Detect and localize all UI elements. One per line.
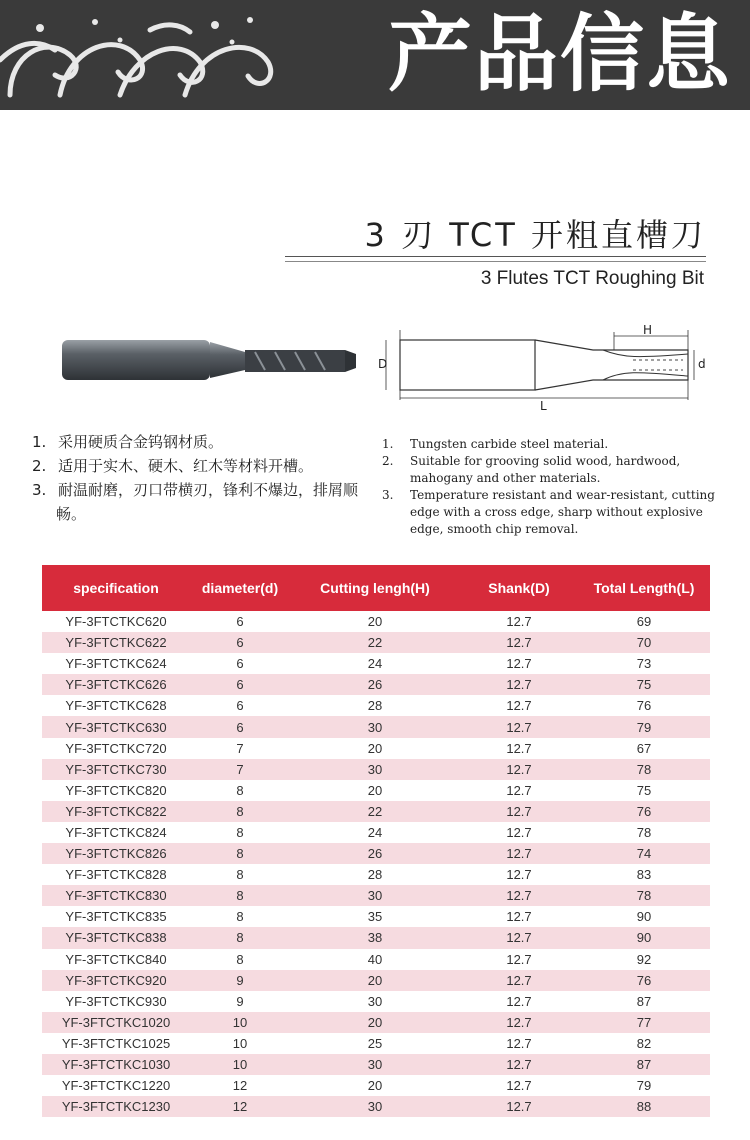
table-row — [42, 1033, 710, 1054]
feature-text: Suitable for grooving solid wood, hardwood, mahogany and other materials. — [410, 454, 681, 485]
cell-specification: YF-3FTCTKC630 — [42, 716, 190, 737]
feature-en-item — [382, 436, 716, 453]
cell-specification: YF-3FTCTKC824 — [42, 822, 190, 843]
cell-cutting-length: 26 — [290, 843, 460, 864]
cell-specification: YF-3FTCTKC628 — [42, 695, 190, 716]
cell-specification: YF-3FTCTKC822 — [42, 801, 190, 822]
cell-total-length: 83 — [578, 864, 710, 885]
table-row — [42, 801, 710, 822]
cell-cutting-length: 30 — [290, 991, 460, 1012]
banner-title: 产品信息 — [387, 5, 732, 103]
dim-label-L: L — [540, 399, 547, 412]
col-header-cutting-length: Cutting lengh(H) — [290, 565, 460, 611]
table-row — [42, 759, 710, 780]
feature-number: 3. — [32, 481, 47, 499]
cell-total-length: 76 — [578, 970, 710, 991]
cell-total-length: 87 — [578, 991, 710, 1012]
cell-specification: YF-3FTCTKC838 — [42, 927, 190, 948]
cell-total-length: 78 — [578, 822, 710, 843]
cell-diameter: 8 — [190, 906, 290, 927]
cell-cutting-length: 30 — [290, 716, 460, 737]
cell-specification: YF-3FTCTKC620 — [42, 611, 190, 632]
cell-shank: 12.7 — [460, 1054, 578, 1075]
cell-cutting-length: 28 — [290, 695, 460, 716]
cell-total-length: 82 — [578, 1033, 710, 1054]
cell-specification: YF-3FTCTKC626 — [42, 674, 190, 695]
table-row — [42, 949, 710, 970]
cell-cutting-length: 40 — [290, 949, 460, 970]
table-row — [42, 885, 710, 906]
cell-specification: YF-3FTCTKC1020 — [42, 1012, 190, 1033]
table-row — [42, 716, 710, 737]
feature-number: 2. — [382, 454, 394, 468]
cell-diameter: 6 — [190, 674, 290, 695]
features-en-list — [382, 436, 716, 538]
cell-specification: YF-3FTCTKC624 — [42, 653, 190, 674]
cell-specification: YF-3FTCTKC1230 — [42, 1096, 190, 1117]
cell-total-length: 92 — [578, 949, 710, 970]
cell-cutting-length: 25 — [290, 1033, 460, 1054]
cell-total-length: 69 — [578, 611, 710, 632]
cell-diameter: 6 — [190, 716, 290, 737]
cell-shank: 12.7 — [460, 1096, 578, 1117]
cell-shank: 12.7 — [460, 653, 578, 674]
cell-total-length: 74 — [578, 843, 710, 864]
cell-shank: 12.7 — [460, 864, 578, 885]
cell-total-length: 75 — [578, 780, 710, 801]
cell-total-length: 79 — [578, 716, 710, 737]
cell-total-length: 73 — [578, 653, 710, 674]
col-header-specification: specification — [42, 565, 190, 611]
table-row — [42, 864, 710, 885]
specification-table — [42, 565, 710, 1117]
cell-specification: YF-3FTCTKC920 — [42, 970, 190, 991]
table-header-row — [42, 565, 710, 611]
cell-shank: 12.7 — [460, 674, 578, 695]
cell-specification: YF-3FTCTKC826 — [42, 843, 190, 864]
table-row — [42, 611, 710, 632]
table-row — [42, 632, 710, 653]
table-row — [42, 695, 710, 716]
cell-diameter: 8 — [190, 801, 290, 822]
feature-number: 3. — [382, 488, 394, 502]
cell-shank: 12.7 — [460, 1012, 578, 1033]
cell-diameter: 9 — [190, 991, 290, 1012]
cell-diameter: 6 — [190, 611, 290, 632]
cell-diameter: 8 — [190, 949, 290, 970]
cell-cutting-length: 38 — [290, 927, 460, 948]
features-cn-list — [32, 430, 374, 526]
cell-total-length: 90 — [578, 927, 710, 948]
cell-diameter: 7 — [190, 738, 290, 759]
cell-specification: YF-3FTCTKC830 — [42, 885, 190, 906]
cell-total-length: 78 — [578, 759, 710, 780]
cell-diameter: 6 — [190, 653, 290, 674]
cell-shank: 12.7 — [460, 991, 578, 1012]
table-row — [42, 970, 710, 991]
cell-diameter: 7 — [190, 759, 290, 780]
cell-cutting-length: 28 — [290, 864, 460, 885]
cell-cutting-length: 26 — [290, 674, 460, 695]
cell-total-length: 78 — [578, 885, 710, 906]
col-header-shank: Shank(D) — [460, 565, 578, 611]
cell-diameter: 8 — [190, 780, 290, 801]
dim-label-D: D — [378, 357, 388, 371]
title-divider-thin — [285, 261, 706, 262]
cell-cutting-length: 20 — [290, 738, 460, 759]
cell-specification: YF-3FTCTKC1025 — [42, 1033, 190, 1054]
cell-shank: 12.7 — [460, 632, 578, 653]
cell-total-length: 76 — [578, 801, 710, 822]
cell-shank: 12.7 — [460, 801, 578, 822]
feature-en-item — [382, 487, 716, 538]
table-row — [42, 843, 710, 864]
cell-specification: YF-3FTCTKC720 — [42, 738, 190, 759]
cell-diameter: 8 — [190, 864, 290, 885]
cell-specification: YF-3FTCTKC820 — [42, 780, 190, 801]
dim-label-d: d — [698, 357, 706, 371]
cell-shank: 12.7 — [460, 695, 578, 716]
cell-cutting-length: 20 — [290, 1075, 460, 1096]
cell-diameter: 8 — [190, 885, 290, 906]
table-row — [42, 738, 710, 759]
technical-drawing — [378, 322, 708, 412]
feature-en-item — [382, 453, 716, 487]
cell-shank: 12.7 — [460, 759, 578, 780]
table-row — [42, 1054, 710, 1075]
cell-specification: YF-3FTCTKC730 — [42, 759, 190, 780]
cell-cutting-length: 22 — [290, 632, 460, 653]
title-divider — [285, 256, 706, 257]
cell-diameter: 12 — [190, 1096, 290, 1117]
col-header-diameter: diameter(d) — [190, 565, 290, 611]
cell-total-length: 87 — [578, 1054, 710, 1075]
cell-cutting-length: 30 — [290, 1054, 460, 1075]
cell-shank: 12.7 — [460, 611, 578, 632]
cell-total-length: 79 — [578, 1075, 710, 1096]
cell-specification: YF-3FTCTKC1220 — [42, 1075, 190, 1096]
cell-cutting-length: 20 — [290, 780, 460, 801]
cell-total-length: 88 — [578, 1096, 710, 1117]
cell-shank: 12.7 — [460, 885, 578, 906]
cell-diameter: 6 — [190, 695, 290, 716]
cell-specification: YF-3FTCTKC1030 — [42, 1054, 190, 1075]
cell-cutting-length: 20 — [290, 970, 460, 991]
cell-shank: 12.7 — [460, 843, 578, 864]
cell-specification: YF-3FTCTKC930 — [42, 991, 190, 1012]
cell-specification: YF-3FTCTKC622 — [42, 632, 190, 653]
cell-shank: 12.7 — [460, 927, 578, 948]
cell-diameter: 6 — [190, 632, 290, 653]
table-body — [42, 611, 710, 1117]
table-row — [42, 1075, 710, 1096]
table-row — [42, 780, 710, 801]
table-row — [42, 822, 710, 843]
feature-cn-item — [32, 430, 374, 454]
feature-text: 耐温耐磨，刃口带横刃，锋利不爆边，排屑顺畅。 — [56, 481, 359, 523]
cell-shank: 12.7 — [460, 1075, 578, 1096]
col-header-total-length: Total Length(L) — [578, 565, 710, 611]
cell-diameter: 9 — [190, 970, 290, 991]
header-banner — [0, 0, 750, 110]
cell-cutting-length: 20 — [290, 1012, 460, 1033]
cell-shank: 12.7 — [460, 1033, 578, 1054]
cell-specification: YF-3FTCTKC840 — [42, 949, 190, 970]
cell-diameter: 10 — [190, 1054, 290, 1075]
cell-shank: 12.7 — [460, 822, 578, 843]
cell-diameter: 8 — [190, 822, 290, 843]
cell-cutting-length: 24 — [290, 653, 460, 674]
table-row — [42, 674, 710, 695]
feature-cn-item — [32, 454, 374, 478]
cell-cutting-length: 22 — [290, 801, 460, 822]
cell-total-length: 90 — [578, 906, 710, 927]
cell-shank: 12.7 — [460, 780, 578, 801]
table-row — [42, 906, 710, 927]
cell-cutting-length: 24 — [290, 822, 460, 843]
table-row — [42, 1012, 710, 1033]
cell-diameter: 10 — [190, 1033, 290, 1054]
product-title-en: 3 Flutes TCT Roughing Bit — [480, 268, 704, 289]
feature-text: Tungsten carbide steel material. — [410, 437, 609, 451]
feature-cn-item — [32, 478, 374, 526]
cell-shank: 12.7 — [460, 949, 578, 970]
cell-cutting-length: 30 — [290, 759, 460, 780]
cell-shank: 12.7 — [460, 970, 578, 991]
cell-specification: YF-3FTCTKC828 — [42, 864, 190, 885]
cell-total-length: 67 — [578, 738, 710, 759]
table-row — [42, 653, 710, 674]
cell-diameter: 12 — [190, 1075, 290, 1096]
feature-number: 1. — [32, 433, 47, 451]
cell-cutting-length: 30 — [290, 1096, 460, 1117]
feature-text: Temperature resistant and wear-resistant, cutting edge with a cross edge, sharp without explosive edge, smooth chip removal. — [410, 488, 715, 536]
feature-number: 1. — [382, 437, 394, 451]
cell-total-length: 70 — [578, 632, 710, 653]
table-row — [42, 991, 710, 1012]
cell-specification: YF-3FTCTKC835 — [42, 906, 190, 927]
table-row — [42, 1096, 710, 1117]
product-title-cn: 3 刃 TCT 开粗直槽刀 — [364, 216, 706, 254]
cell-shank: 12.7 — [460, 906, 578, 927]
cell-diameter: 8 — [190, 927, 290, 948]
feature-text: 采用硬质合金钨钢材质。 — [58, 433, 224, 451]
cell-shank: 12.7 — [460, 716, 578, 737]
cell-diameter: 10 — [190, 1012, 290, 1033]
cell-diameter: 8 — [190, 843, 290, 864]
table-row — [42, 927, 710, 948]
cell-total-length: 76 — [578, 695, 710, 716]
cell-cutting-length: 35 — [290, 906, 460, 927]
dim-label-H: H — [643, 323, 653, 337]
wave-decoration-icon — [0, 0, 290, 110]
cell-total-length: 77 — [578, 1012, 710, 1033]
feature-text: 适用于实木、硬木、红木等材料开槽。 — [58, 457, 314, 475]
cell-shank: 12.7 — [460, 738, 578, 759]
feature-number: 2. — [32, 457, 47, 475]
cell-cutting-length: 30 — [290, 885, 460, 906]
router-bit-image — [60, 330, 360, 390]
cell-total-length: 75 — [578, 674, 710, 695]
cell-cutting-length: 20 — [290, 611, 460, 632]
